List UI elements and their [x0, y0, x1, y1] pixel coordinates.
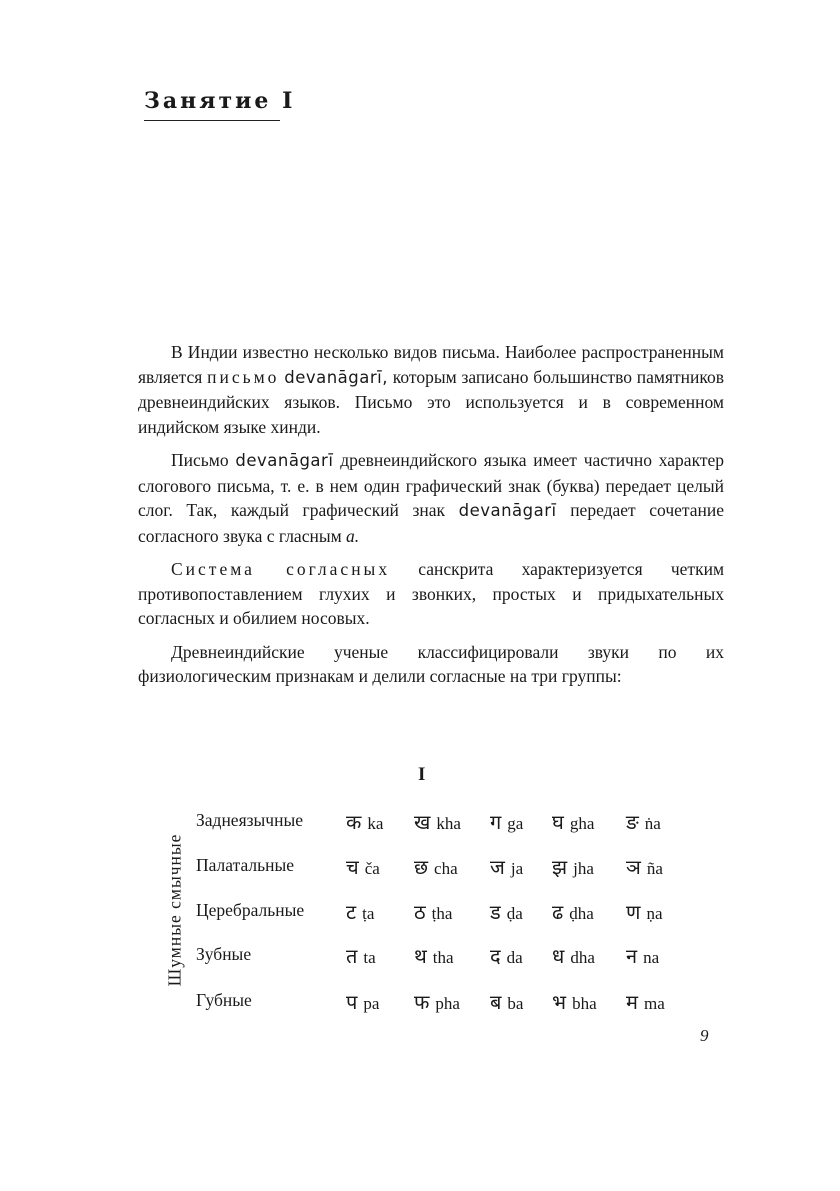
transliteration: kha: [436, 814, 461, 833]
p2-after: передает сочетание согласного звука с гласным: [138, 500, 725, 546]
consonant-cell: [626, 942, 659, 969]
p3-after: санскрита характеризуется четким противопоставлением глухих и звонких, простых и придыхательных согласных и обилием носовых.: [138, 559, 725, 628]
consonant-cell: [626, 808, 661, 835]
p2-middle: древнеиндийского языка имеет частично характер слогового письма, т. е. в нем один графический знак (буква) передает целый слог. Так, каждый графический знак: [138, 450, 725, 520]
transliteration: ṅa: [644, 814, 661, 833]
transliteration: da: [506, 948, 523, 967]
consonant-cell: [490, 898, 523, 925]
row-label: Заднеязычные: [196, 810, 303, 830]
transliteration: ja: [510, 859, 524, 878]
consonant-cell: [626, 853, 663, 880]
p1-before: В Индии известно несколько видов письма. Наиболее распространенным является: [138, 342, 724, 387]
transliteration: bha: [572, 994, 597, 1013]
consonant-cell: [346, 942, 376, 969]
consonant-cell: [346, 853, 380, 880]
devanagari-letter: छ: [414, 855, 429, 879]
consonant-cell: [490, 988, 523, 1015]
transliteration: tha: [432, 948, 454, 967]
devanagari-letter: त: [346, 944, 358, 968]
page-number: 9: [700, 1026, 709, 1045]
devanagari-letter: ब: [490, 990, 502, 1014]
consonant-cell: [414, 988, 460, 1015]
consonant-cell: [626, 988, 665, 1015]
title-underline: [144, 120, 280, 121]
devanagari-letter: ञ: [626, 855, 641, 879]
paragraph-3: [138, 557, 724, 631]
devanagari-letter: क: [346, 810, 362, 834]
consonant-cell: [414, 898, 452, 925]
transliteration: ña: [646, 859, 663, 878]
consonant-cell: [552, 988, 597, 1015]
devanagari-letter: म: [626, 990, 638, 1014]
transliteration: ča: [364, 859, 380, 878]
devanagari-letter: ड: [490, 900, 501, 924]
row-label: Губные: [196, 990, 252, 1010]
transliteration: na: [643, 948, 660, 967]
consonant-cell: [552, 898, 594, 925]
consonant-cell: [346, 808, 383, 835]
devanagari-letter: च: [346, 855, 359, 879]
row-label: Церебральные: [196, 900, 305, 920]
body-text: [138, 340, 724, 698]
paragraph-2: [138, 448, 724, 548]
transliteration: ma: [643, 994, 665, 1013]
devanagari-letter: झ: [552, 855, 568, 879]
transliteration: dha: [570, 948, 595, 967]
devanagari-letter: भ: [552, 990, 567, 1014]
consonant-cell: [346, 988, 379, 1015]
consonant-cell: [414, 942, 454, 969]
devanagari-letter: फ: [414, 990, 430, 1014]
transliteration: ga: [507, 814, 524, 833]
devanagari-letter: प: [346, 990, 358, 1014]
group-label: Шумные смычные: [164, 833, 185, 987]
devanagari-letter: ण: [626, 900, 641, 924]
transliteration: ḍa: [506, 904, 523, 923]
devanagari-letter: द: [490, 944, 501, 968]
devanagari-letter: थ: [414, 944, 427, 968]
devanagari-letter: ङ: [626, 810, 639, 834]
devanagari-letter: ध: [552, 944, 565, 968]
consonant-cell: [552, 853, 594, 880]
lesson-title: Занятие I: [144, 88, 296, 114]
consonant-cell: [414, 808, 461, 835]
paragraph-1: [138, 340, 724, 439]
transliteration: pha: [435, 994, 460, 1013]
transliteration: ṇa: [646, 904, 663, 923]
p2-before: Письмо: [171, 450, 229, 470]
transliteration: ka: [367, 814, 384, 833]
p1-spaced-term: письмо: [207, 366, 280, 387]
p2-script-name: devanāgarī: [235, 451, 334, 470]
consonant-cell: [490, 942, 523, 969]
transliteration: cha: [434, 859, 458, 878]
transliteration: pa: [363, 994, 380, 1013]
paragraph-4: [138, 640, 724, 689]
transliteration: ta: [363, 948, 376, 967]
consonant-cell: [346, 898, 374, 925]
p2-vowel: a.: [346, 525, 360, 546]
row-label: Палатальные: [196, 855, 294, 875]
transliteration: jha: [573, 859, 594, 878]
row-label: Зубные: [196, 944, 252, 964]
p2-script-name-2: devanāgarī: [458, 501, 557, 520]
devanagari-letter: न: [626, 944, 638, 968]
consonant-cell: [490, 808, 523, 835]
p3-spaced-term: Система согласных: [171, 559, 391, 579]
transliteration: ṭa: [362, 904, 375, 923]
p1-after: которым записано большинство памятников древнеиндийских языков. Письмо это используется и в современном индийском языке хинди.: [138, 366, 725, 437]
devanagari-letter: ग: [490, 810, 502, 834]
transliteration: ba: [507, 994, 524, 1013]
consonant-cell: [490, 853, 523, 880]
transliteration: ṭha: [431, 904, 453, 923]
consonant-cell: [552, 808, 594, 835]
devanagari-letter: ट: [346, 900, 357, 924]
devanagari-letter: ख: [414, 810, 431, 834]
devanagari-letter: ठ: [414, 900, 426, 924]
p4-text: Древнеиндийские ученые классифицировали звуки по их физиологическим признакам и делили согласные на три группы:: [138, 641, 724, 686]
consonant-cell: [552, 942, 595, 969]
p1-script-name: devanāgarī,: [284, 367, 388, 387]
transliteration: gha: [569, 814, 595, 833]
consonant-cell: [414, 853, 458, 880]
section-heading: I: [418, 764, 426, 785]
consonant-cell: [626, 898, 663, 925]
devanagari-letter: ढ: [552, 900, 564, 924]
devanagari-letter: ज: [490, 855, 505, 879]
devanagari-letter: घ: [552, 810, 564, 834]
transliteration: ḍha: [569, 904, 594, 923]
